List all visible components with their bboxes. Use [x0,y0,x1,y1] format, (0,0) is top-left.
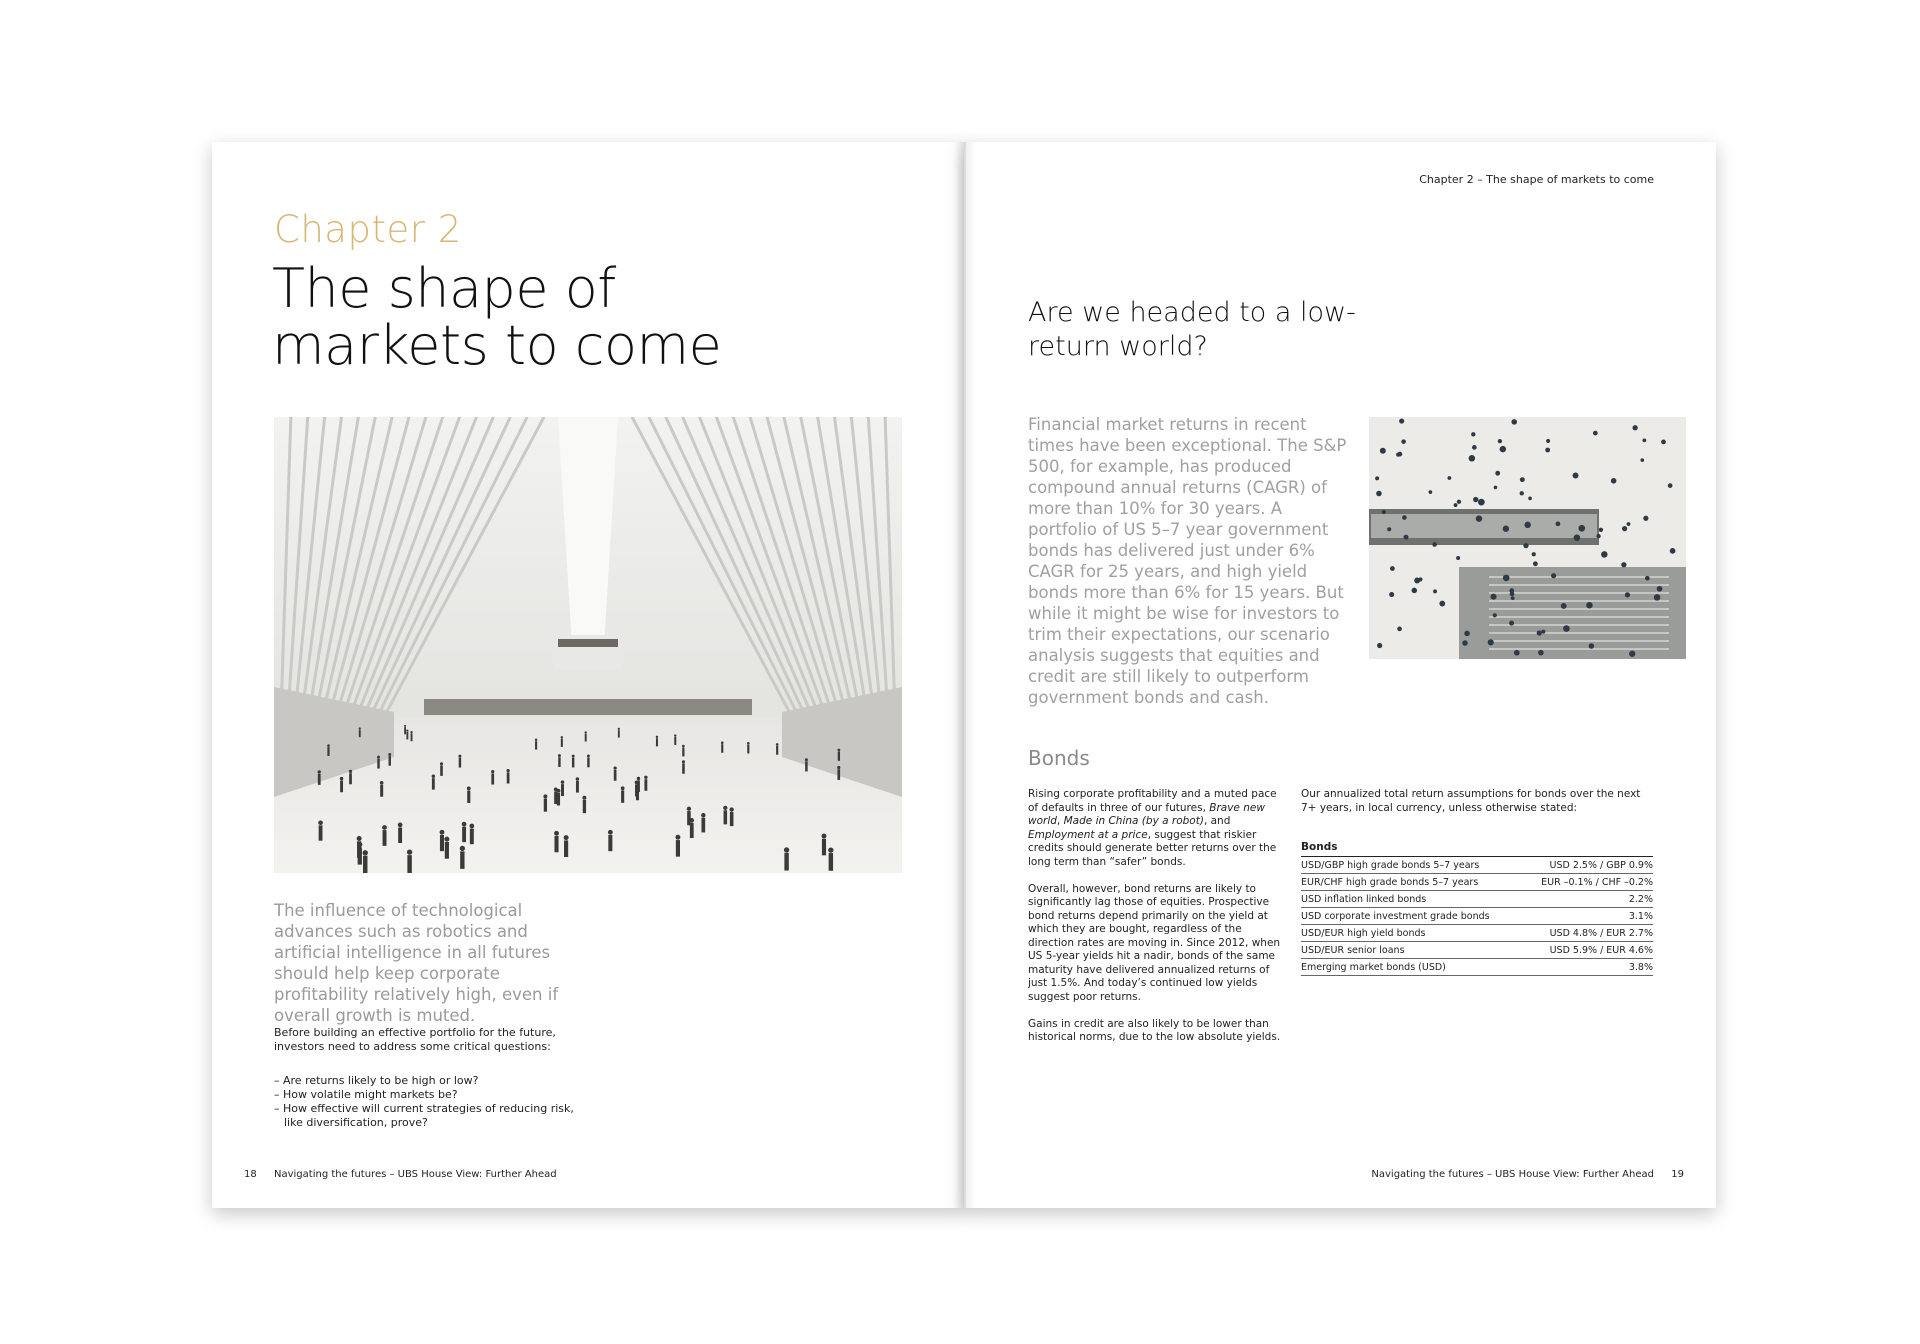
bonds-paragraph-3: Gains in credit are also likely to be lower than historical norms, due to the low absolute yields. [1028,1017,1281,1043]
section-lead-paragraph: Financial market returns in recent times have been exceptional. The S&P 500, for example, has produced compound annual returns (CAGR) of more than 10% for 30 years. A portfolio of US 5–7 year government bonds has delivered just under 6% CAGR for 25 years, and high yield bonds more than 6% for 15 years. But while it might be wise for investors to trim their expectations, our scenario analysis suggests that equities and credit are still likely to outperform government bonds and cash. [1028,415,1347,707]
page-number: 19 [1671,1169,1684,1180]
table-row [1301,874,1653,891]
bonds-heading: Bonds [1028,746,1090,770]
table-row [1301,942,1653,959]
table-row [1301,959,1653,976]
intro-lead-paragraph: The influence of technological advances such as robotics and artificial intelligence in all futures should help keep corporate profitability relatively high, even if overall growth is muted. [274,901,559,1025]
row-label: Emerging market bonds (USD) [1301,959,1522,976]
question-list [274,1074,594,1130]
bond-return-table [1301,841,1653,976]
assumptions-intro: Our annualized total return assumptions for bonds over the next 7+ years, in local currency, unless otherwise stated: [1301,788,1641,814]
row-value: USD 4.8% / EUR 2.7% [1522,925,1653,942]
row-value: 2.2% [1522,891,1653,908]
future-name: Made in China (by a robot) [1063,815,1204,827]
oculus-hall-photo [274,417,902,873]
right-page [964,142,1716,1208]
table-row [1301,857,1653,874]
section-heading: Are we headed to a low-return world? [1028,297,1356,362]
chapter-title: The shape of markets to come [272,257,722,377]
page-footer: Navigating the futures – UBS House View: Further Ahead [1371,1169,1654,1180]
bonds-paragraph-1: Rising corporate profitability and a muted pace of defaults in three of our futures, Brave new world, Made in China (by a robot), and Employment at a price, suggest that riskier credits should generate better returns over the long term than “safer” bonds. [1028,788,1277,868]
row-label: USD inflation linked bonds [1301,891,1522,908]
intro-body-paragraph: Before building an effective portfolio for the future, investors need to address some critical questions: [274,1026,556,1053]
book-spine-shadow [954,142,976,1208]
list-item: – Are returns likely to be high or low? [274,1074,479,1087]
list-item: – How effective will current strategies of reducing risk, like diversification, prove? [274,1102,574,1129]
list-item: – How volatile might markets be? [274,1088,458,1101]
left-page [212,142,964,1208]
row-value: USD 2.5% / GBP 0.9% [1522,857,1653,874]
row-label: USD/GBP high grade bonds 5–7 years [1301,857,1522,874]
table-row [1301,891,1653,908]
bonds-body-text [1028,788,1286,1058]
table-row [1301,925,1653,942]
row-value: USD 5.9% / EUR 4.6% [1522,942,1653,959]
bonds-paragraph-2: Overall, however, bond returns are likely to significantly lag those of equities. Prospective bond returns depend primarily on the yield at which they are bought, regardless of the direction rates are moving in. Since 2012, when US 5-year yields hit a nadir, bonds of the same maturity have delivered annualized returns of just 1.5%. And today’s continued low yields suggest poor returns. [1028,882,1281,1003]
row-label: USD corporate investment grade bonds [1301,908,1522,925]
row-label: EUR/CHF high grade bonds 5–7 years [1301,874,1522,891]
future-name: Employment at a price [1028,828,1148,841]
row-value: 3.8% [1522,959,1653,976]
table-header: Bonds [1301,841,1653,857]
future-name: Brave new world [1028,801,1265,827]
table-row [1301,908,1653,925]
crowd-aerial-photo [1369,417,1686,659]
row-label: USD/EUR high yield bonds [1301,925,1522,942]
row-label: USD/EUR senior loans [1301,942,1522,959]
chapter-label: Chapter 2 [274,208,462,251]
row-value: 3.1% [1522,908,1653,925]
row-value: EUR –0.1% / CHF –0.2% [1522,874,1653,891]
page-number: 18 [244,1169,257,1180]
page-footer: Navigating the futures – UBS House View: Further Ahead [274,1169,557,1180]
running-header: Chapter 2 – The shape of markets to come [1419,173,1654,186]
